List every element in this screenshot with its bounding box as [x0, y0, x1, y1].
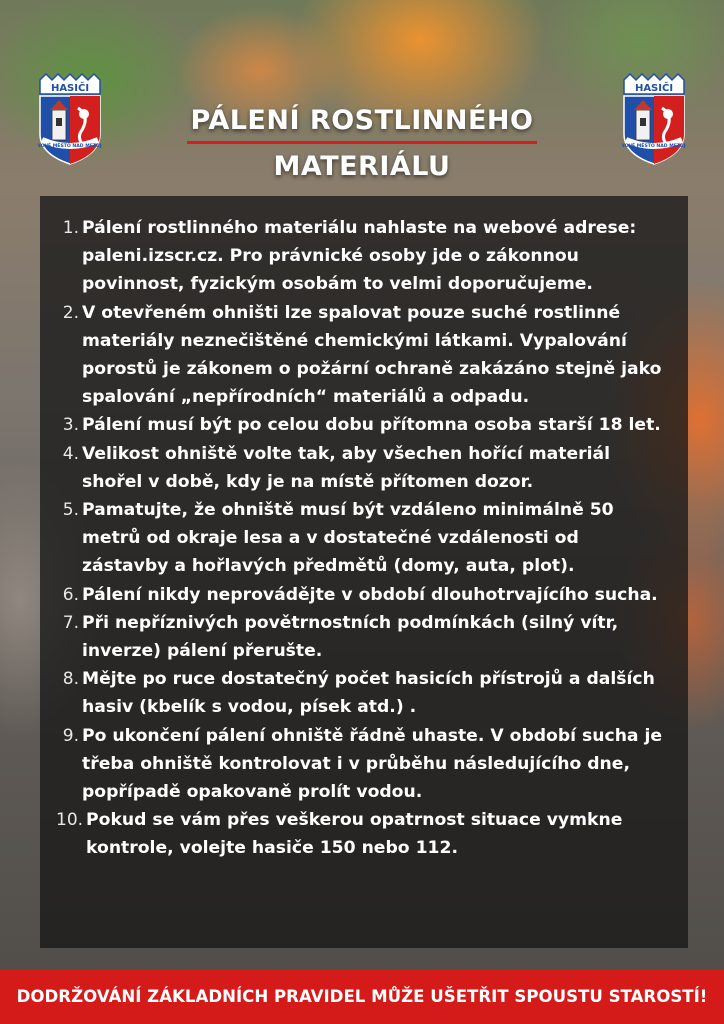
fire-brigade-emblem-icon [622, 72, 686, 166]
rule-number: 9. [62, 725, 79, 746]
rule-number: 2. [62, 302, 79, 323]
rule-text: Pokud se vám přes veškerou opatrnost situace vymkne kontrole, volejte hasiče 150 nebo 112. [86, 810, 623, 859]
rule-text: Pamatujte, že ohniště musí být vzdáleno minimálně 50 metrů od okraje lesa a v dostatečné vzdálenosti od zástavby a hořlavých předmětů (domy, auta, plot). [82, 500, 614, 577]
logo-bottom-text: NOVÉ MĚSTO NAD METUJÍ [622, 144, 686, 149]
footer-banner [0, 970, 724, 1024]
logo-top-text: HASIČI [634, 83, 674, 94]
rule-number: 1. [62, 218, 79, 238]
rule-number: 4. [62, 443, 79, 464]
rule-text: Při nepříznivých povětrnostních podmínkách (silný vítr, inverze) pálení přerušte. [82, 612, 619, 662]
rule-text: Mějte po ruce dostatečný počet hasicích přístrojů a dalších hasiv (kbelík s vodou, písek atd.) . [82, 669, 655, 718]
rule-item [56, 665, 666, 721]
rule-item [56, 806, 666, 862]
rule-text: Po ukončení pálení ohniště řádně uhaste. V období sucha je třeba ohniště kontrolovat i v průběhu následujícího dne, popřípadě opakovaně prolít vodou. [82, 725, 663, 803]
title-line-2: MATERIÁLU [273, 151, 451, 182]
rules-list [56, 214, 666, 863]
fire-brigade-logo-left [38, 72, 102, 166]
rule-number: 3. [62, 415, 79, 436]
rule-text: Pálení musí být po celou dobu přítomna osoba starší 18 let. [82, 415, 661, 436]
fire-brigade-logo-right [622, 72, 686, 166]
rule-item [56, 609, 666, 665]
rule-number: 8. [62, 669, 79, 690]
rule-item [56, 214, 666, 299]
rule-item [56, 440, 666, 496]
rule-item [56, 496, 666, 581]
rule-item [56, 411, 666, 439]
rule-number: 5. [62, 500, 79, 521]
rule-number: 7. [62, 612, 79, 633]
fire-brigade-emblem-icon [38, 72, 102, 166]
rule-item [56, 581, 666, 609]
rule-number: 6. [62, 584, 79, 605]
rule-text: Pálení rostlinného materiálu nahlaste na webové adrese: paleni.izscr.cz. Pro právnické osoby jde o zákonnou povinnost, fyzickým osobám to velmi doporučujeme. [82, 218, 637, 295]
logo-bottom-text: NOVÉ MĚSTO NAD METUJÍ [38, 144, 102, 149]
rule-text: Pálení nikdy neprovádějte v období dlouhotrvajícího sucha. [82, 584, 658, 605]
rule-number: 10. [56, 810, 84, 831]
title-line-1: PÁLENÍ ROSTLINNÉHO [187, 101, 538, 144]
rule-text: Velikost ohniště volte tak, aby všechen hořící materiál shořel v době, kdy je na místě přítomen dozor. [82, 443, 610, 492]
footer-text: DODRŽOVÁNÍ ZÁKLADNÍCH PRAVIDEL MŮŽE UŠETŘIT SPOUSTU STAROSTÍ! [16, 987, 708, 1006]
logo-top-text: HASIČI [50, 83, 90, 94]
rule-item [56, 299, 666, 412]
rule-item [56, 722, 666, 807]
rule-text: V otevřeném ohništi lze spalovat pouze suché rostlinné materiály neznečištěné chemickými látkami. Vypalování porostů je zákonem o požární ochraně zakázáno stejně jako spalování „nepřírodních“ materiálů a odpadu. [82, 302, 662, 408]
rules-panel [40, 196, 688, 948]
page-title [150, 98, 574, 190]
